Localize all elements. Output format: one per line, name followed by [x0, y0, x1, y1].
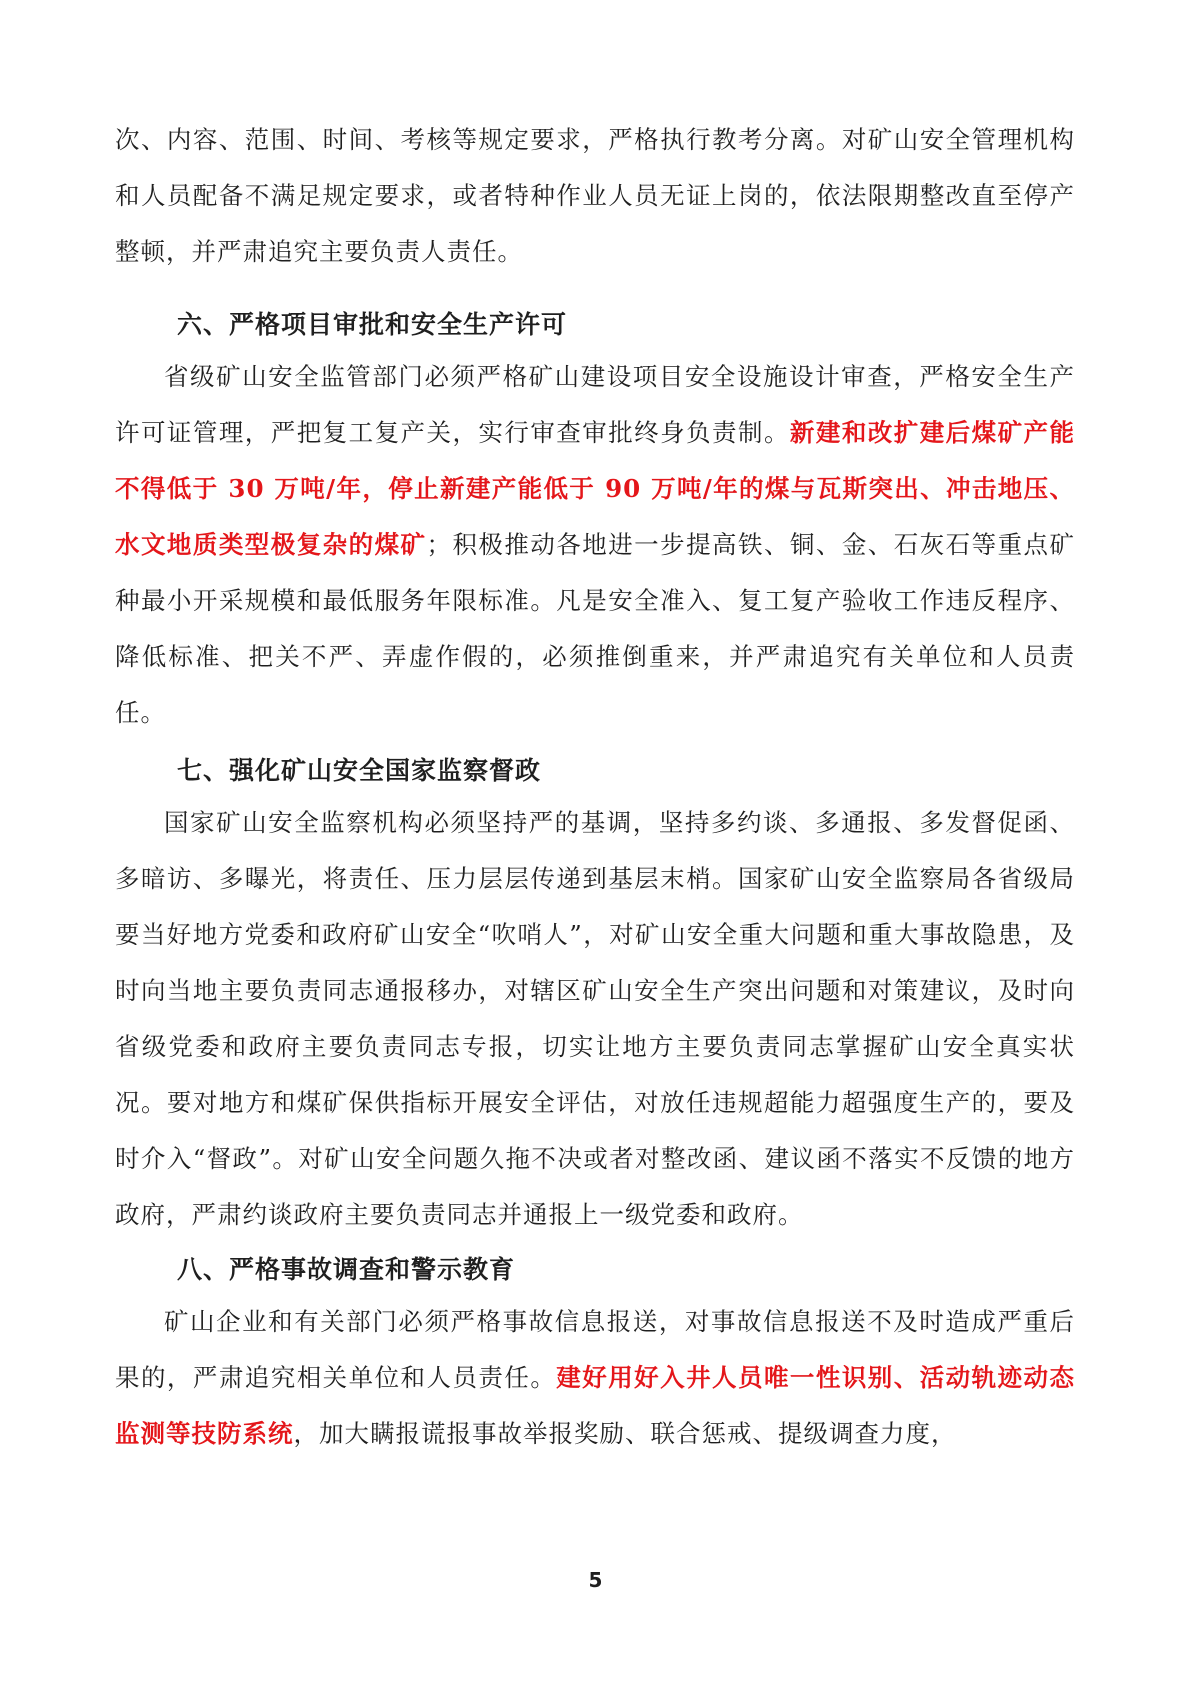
- paragraph-text: ；积极推动各地进一步提高铁、铜、金、石灰石等重点矿种最小开采规模和最低服务年限标准。凡是安全准入、复工复产验收工作违反程序、降低标准、把关不严、弄虚作假的，必须推倒重来，并严肃追究有关单位和人员责任。: [115, 530, 1075, 727]
- section-7-heading: 七、强化矿山安全国家监察督政: [177, 756, 542, 785]
- section-8-paragraph: [115, 1294, 1075, 1462]
- section-6-paragraph: [115, 349, 1075, 741]
- highlighted-text: 新建和改扩建后煤矿产能不得低于 30 万吨/年，停止新建产能低于 90 万吨/年的煤与瓦斯突出、冲击地压、水文地质类型极复杂的煤矿: [115, 418, 1076, 559]
- paragraph-text: 次、内容、范围、时间、考核等规定要求，严格执行教考分离。对矿山安全管理机构和人员配备不满足规定要求，或者特种作业人员无证上岗的，依法限期整改直至停产整顿，并严肃追究主要负责人责任。: [115, 125, 1075, 266]
- paragraph-text: ，加大瞒报谎报事故举报奖励、联合惩戒、提级调查力度，: [293, 1419, 957, 1448]
- section-6-heading: 六、严格项目审批和安全生产许可: [177, 310, 568, 339]
- paragraph-text: 矿山企业和有关部门必须严格事故信息报送，对事故信息报送不及时造成严重后果的，严肃追究相关单位和人员责任。: [115, 1307, 1075, 1392]
- continuation-paragraph: [115, 112, 1075, 280]
- page-number: 5: [588, 1568, 603, 1592]
- section-7-paragraph: [115, 795, 1075, 1243]
- section-8-heading: 八、严格事故调查和警示教育: [177, 1255, 516, 1284]
- highlighted-text: 建好用好入井人员唯一性识别、活动轨迹动态监测等技防系统: [115, 1363, 1076, 1448]
- paragraph-text: 省级矿山安全监管部门必须严格矿山建设项目安全设施设计审查，严格安全生产许可证管理，严把复工复产关，实行审查审批终身负责制。: [115, 362, 1075, 447]
- paragraph-text: 国家矿山安全监察机构必须坚持严的基调，坚持多约谈、多通报、多发督促函、多暗访、多曝光，将责任、压力层层传递到基层末梢。国家矿山安全监察局各省级局要当好地方党委和政府矿山安全“吹哨人”，对矿山安全重大问题和重大事故隐患，及时向当地主要负责同志通报移办，对辖区矿山安全生产突出问题和对策建议，及时向省级党委和政府主要负责同志专报，切实让地方主要负责同志掌握矿山安全真实状况。要对地方和煤矿保供指标开展安全评估，对放任违规超能力超强度生产的，要及时介入“督政”。对矿山安全问题久拖不决或者对整改函、建议函不落实不反馈的地方政府，严肃约谈政府主要负责同志并通报上一级党委和政府。: [115, 808, 1075, 1229]
